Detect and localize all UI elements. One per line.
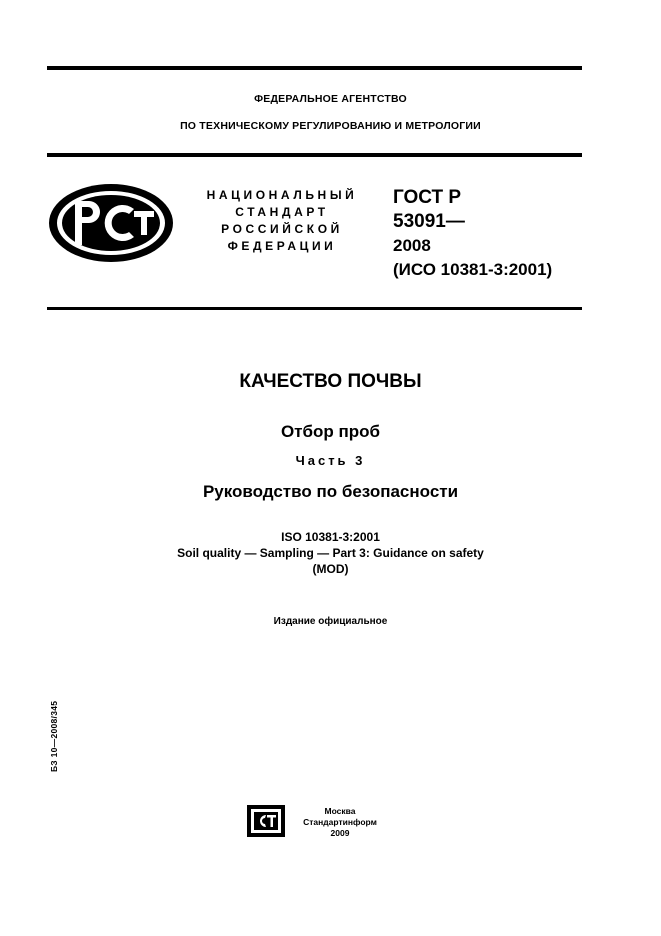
publisher-year: 2009 (330, 828, 350, 838)
part-label: Часть 3 (295, 453, 366, 468)
iso-english-title: Soil quality — Sampling — Part 3: Guidance on safety (177, 546, 484, 560)
agency-line-2: ПО ТЕХНИЧЕСКОМУ РЕГУЛИРОВАНИЮ И МЕТРОЛОГИИ (180, 120, 481, 132)
publisher-city: Москва (324, 806, 356, 816)
code-year: 2008 (393, 236, 431, 255)
lower-rule (47, 307, 582, 310)
top-rule (47, 66, 582, 70)
standartinform-logo-icon (247, 805, 285, 837)
national-line-3: РОССИЙСКОЙ (221, 222, 343, 236)
subject-title: Руководство по безопасности (202, 482, 459, 501)
publisher-info (292, 806, 388, 839)
publisher-name: Стандартинформ (303, 817, 377, 827)
edition-label: Издание официальное (273, 616, 388, 627)
side-code: БЗ 10—2008/345 (49, 700, 59, 772)
national-line-1: НАЦИОНАЛЬНЫЙ (206, 188, 358, 202)
iso-number: ISO 10381-3:2001 (281, 530, 380, 544)
code-line-2: 53091— (393, 211, 465, 232)
standard-code (393, 186, 552, 282)
upper-rule (47, 153, 582, 157)
iso-reference (0, 529, 661, 577)
gost-r-logo-icon (48, 183, 174, 263)
code-line-1: ГОСТ Р (393, 187, 462, 208)
sub-title: Отбор проб (280, 422, 381, 441)
national-line-4: ФЕДЕРАЦИИ (227, 239, 337, 253)
iso-mod: (MOD) (312, 562, 349, 576)
national-line-2: СТАНДАРТ (235, 205, 329, 219)
national-standard-label (178, 187, 386, 255)
main-title: КАЧЕСТВО ПОЧВЫ (239, 371, 422, 392)
code-iso: (ИСО 10381-3:2001) (393, 260, 553, 279)
agency-line-1: ФЕДЕРАЛЬНОЕ АГЕНТСТВО (254, 93, 407, 105)
